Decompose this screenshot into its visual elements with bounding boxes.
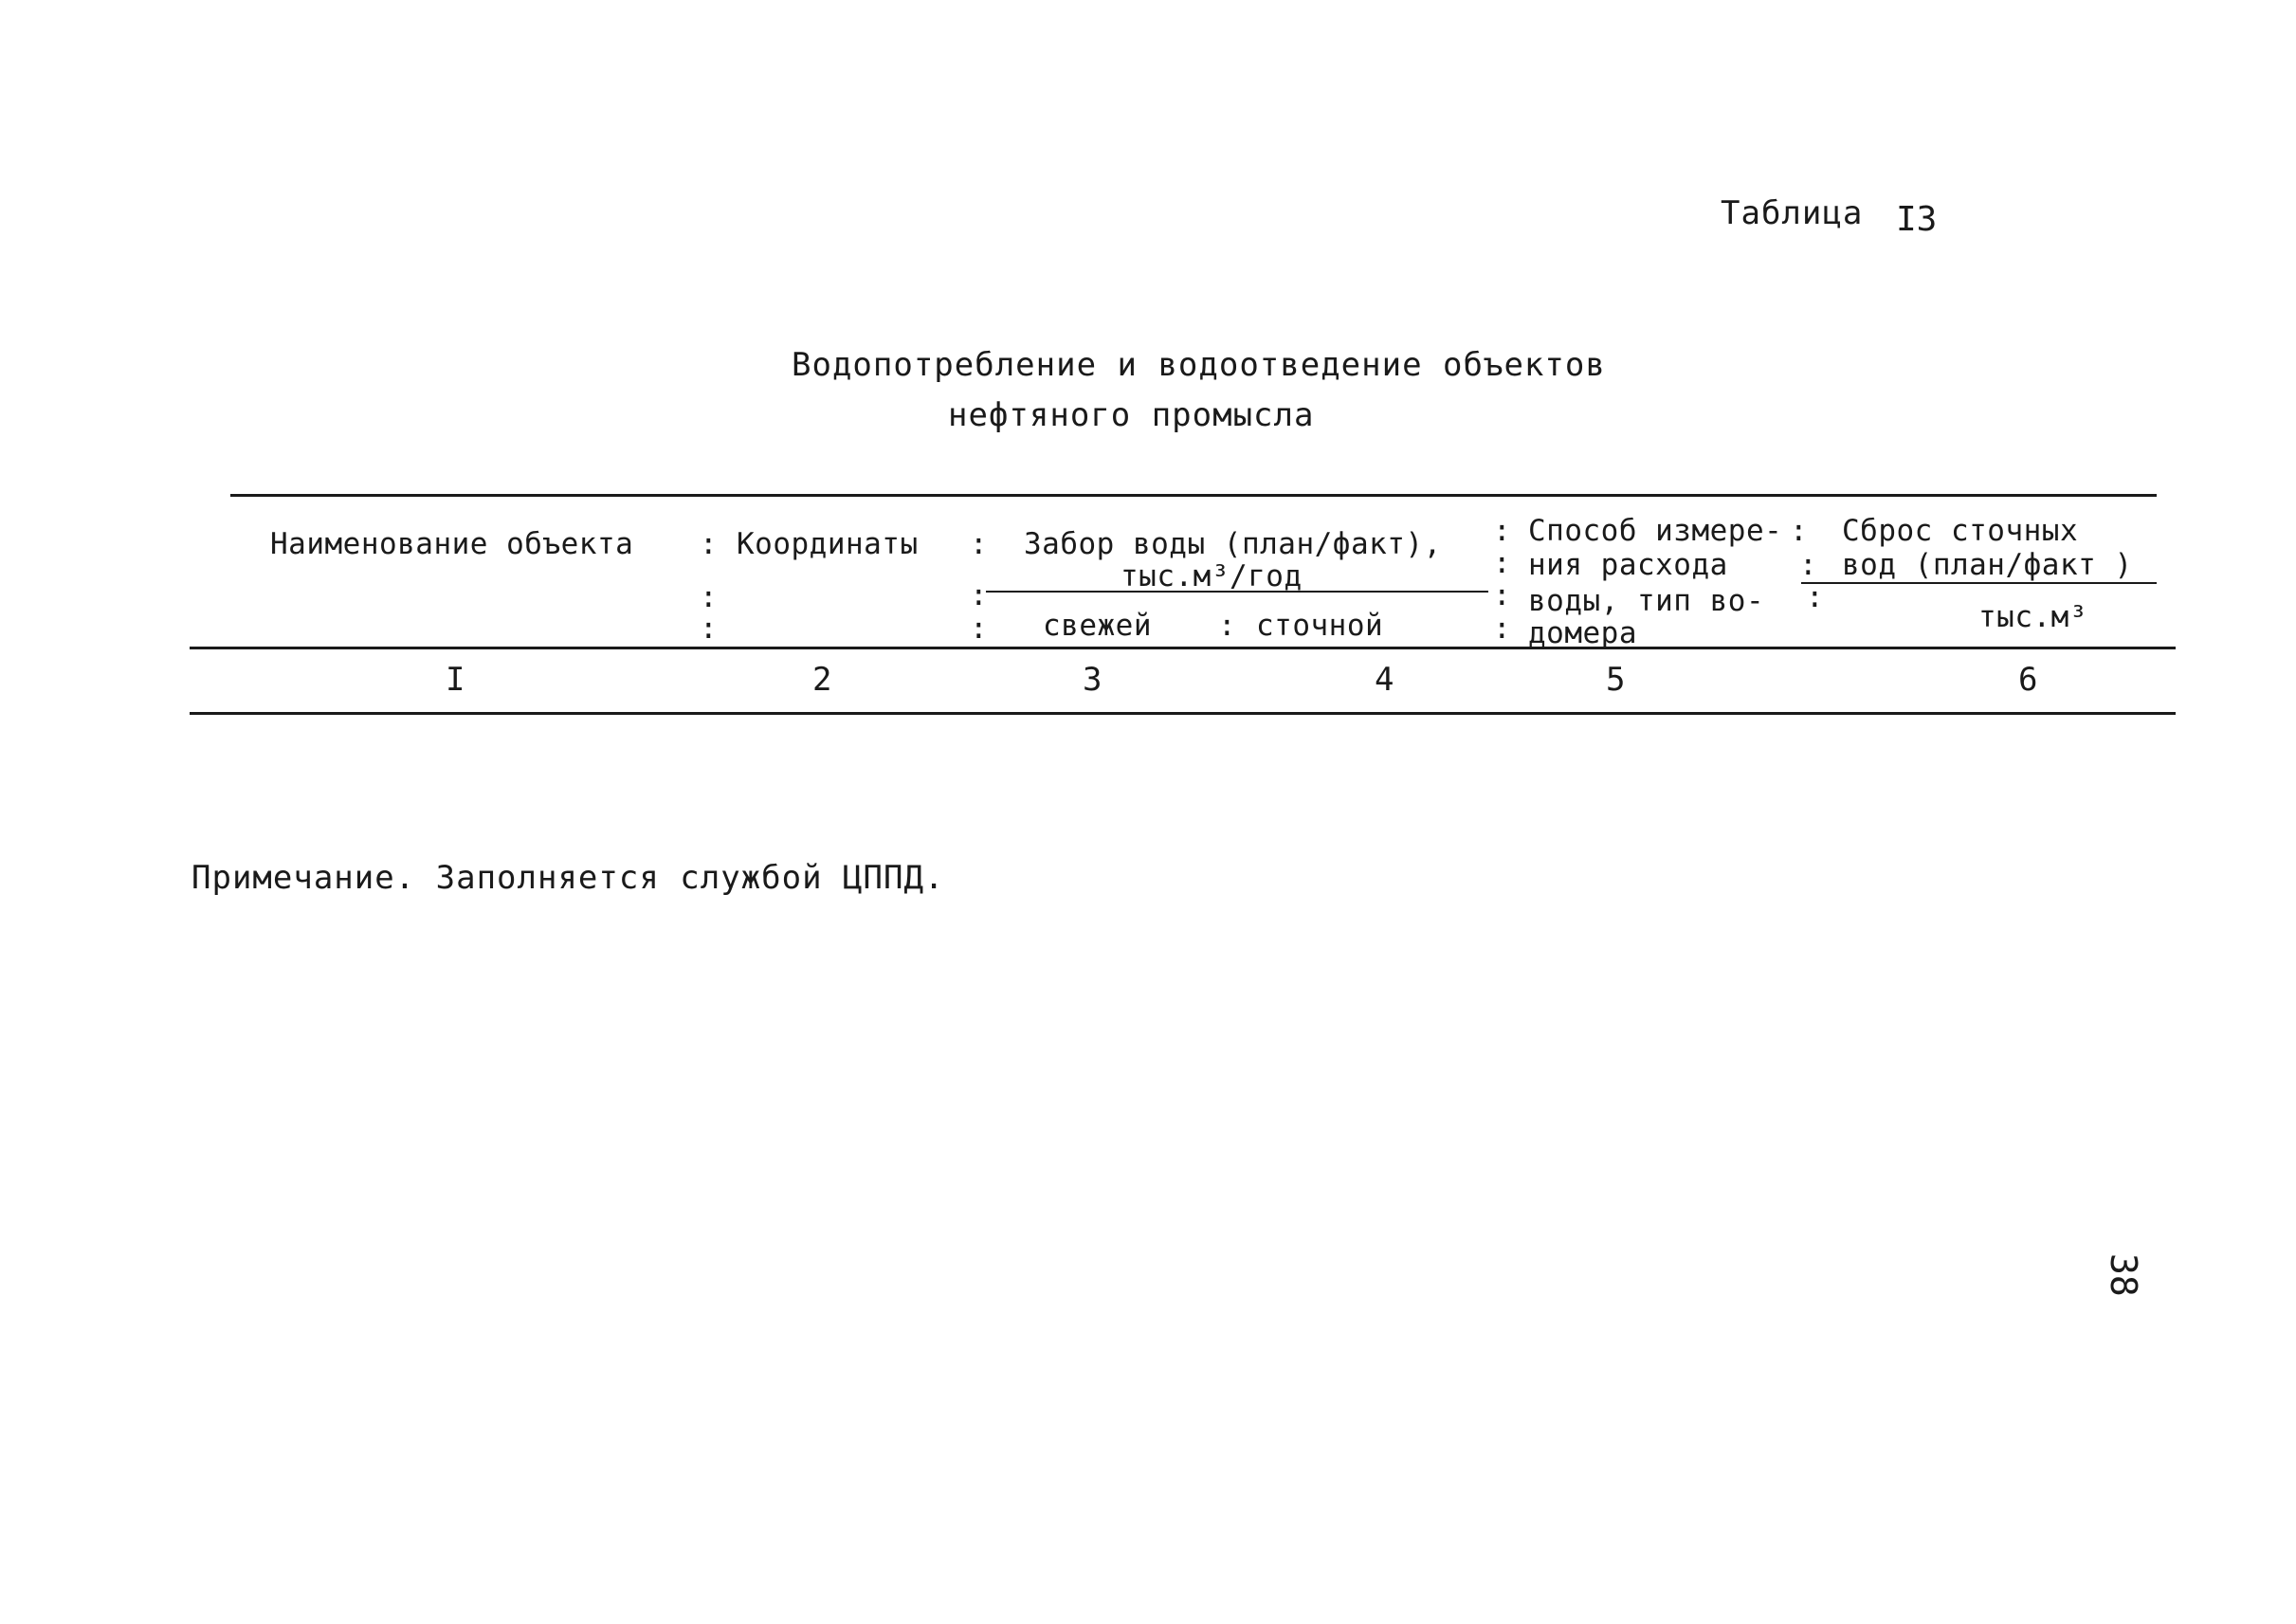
col-header-object-name: Наименование объекта (270, 527, 634, 561)
column-number-6: 6 (2018, 661, 2038, 699)
col-header-measurement-method-line-4: домера (1528, 616, 1637, 650)
separator-colon: : (700, 611, 719, 646)
separator-colon: : (1493, 611, 1512, 646)
separator-colon: : (700, 580, 719, 614)
col-header-measurement-method-line-2: ния расхода (1528, 548, 1728, 582)
separator-colon: : (970, 611, 989, 646)
column-number-3: 3 (1083, 661, 1102, 699)
table-bottom-rule (190, 712, 2176, 715)
separator-colon: : (1493, 546, 1512, 580)
table-top-rule (230, 494, 2157, 497)
column-number-2: 2 (812, 661, 832, 699)
separator-colon: : (1806, 580, 1825, 614)
col-subheader-fresh: свежей (1043, 609, 1152, 643)
table-label: Таблица (1721, 194, 1864, 232)
column-number-4: 4 (1375, 661, 1394, 699)
col-header-wastewater-discharge-line-2: вод (план/факт ) (1842, 548, 2133, 582)
page-number: 38 (2103, 1253, 2144, 1297)
separator-colon: : (1218, 609, 1237, 643)
col-header-wastewater-discharge-unit: тыс.м³ (1978, 600, 2087, 634)
col-header-wastewater-discharge-line-1: Сброс сточных (1842, 514, 2079, 548)
header-bottom-rule (190, 647, 2176, 649)
footnote: Примечание. Заполняется службой ЦППД. (191, 859, 945, 897)
discharge-subheader-rule (1801, 582, 2157, 584)
table-title-line-1: Водопотребление и водоотведение объектов (792, 346, 1606, 384)
separator-colon: : (700, 527, 719, 561)
separator-colon: : (1799, 548, 1818, 582)
column-number-5: 5 (1606, 661, 1626, 699)
col-subheader-waste: сточной (1256, 609, 1384, 643)
col-header-water-intake: Забор воды (план/факт), (1024, 527, 1442, 561)
col-header-coordinates: Координаты (737, 527, 919, 561)
separator-colon: : (1493, 578, 1512, 612)
table-number: I3 (1896, 200, 1938, 239)
separator-colon: : (1493, 514, 1512, 548)
table-title-line-2: нефтяного промысла (948, 396, 1315, 434)
separator-colon: : (970, 578, 989, 612)
column-number-1: I (446, 661, 465, 699)
separator-colon: : (970, 527, 989, 561)
col-header-measurement-method-line-3: воды, тип во- (1528, 584, 1765, 618)
separator-colon: : (1790, 514, 1809, 548)
col-header-water-intake-unit: тыс.м³/год (1121, 559, 1303, 593)
col-header-measurement-method-line-1: Способ измере- (1528, 514, 1783, 548)
